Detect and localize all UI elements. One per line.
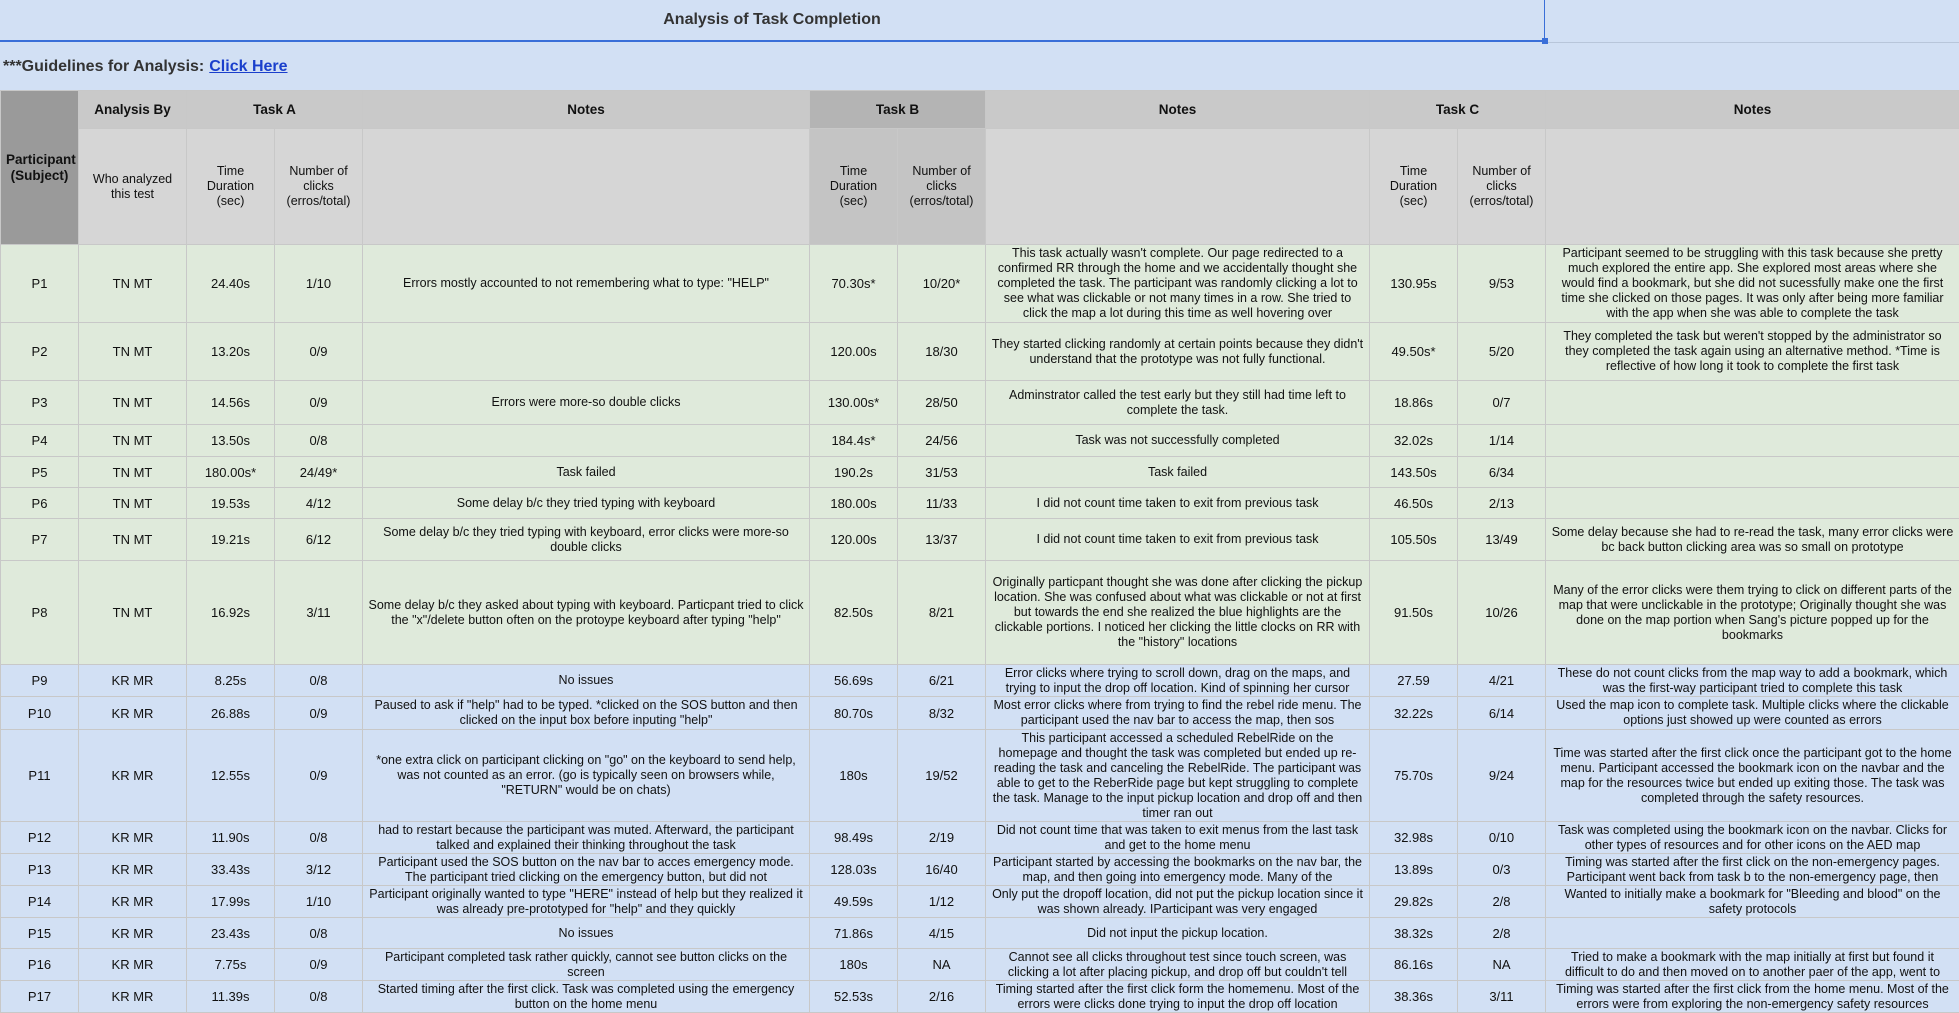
participant-cell[interactable]: P13: [1, 854, 79, 886]
note-text: They started clicking randomly at certain points because they didn't understand that the prototype was not fully functional.: [991, 337, 1364, 367]
task-b-clicks-cell[interactable]: NA: [898, 949, 986, 981]
analyst-cell[interactable]: KR MR: [79, 949, 187, 981]
note-text: Used the map icon to complete task. Multiple clicks where the clickable options just showed up were counted as errors: [1551, 698, 1954, 728]
note-text: had to restart because the participant was muted. Afterward, the participant talked and explained their thinking throughout the task: [368, 823, 804, 852]
note-text: Originally particpant thought she was done after clicking the pickup location. She was confused about what was clickable or not at first but towards the end she realized the blue highlights are the clickable portions. I noticed her clicking the little clocks on RR with the "history" locations: [991, 575, 1364, 650]
participant-cell[interactable]: P17: [1, 981, 79, 1013]
participant-cell[interactable]: P3: [1, 381, 79, 425]
notes-b-header[interactable]: Notes: [986, 91, 1370, 129]
note-text: Time was started after the first click once the participant got to the home menu. Participant accessed the bookmark icon on the navbar and the map for the resources twice but ended up exiting those. The task was completed through the safety resources.: [1551, 746, 1954, 806]
task-a-notes-cell[interactable]: [363, 323, 810, 381]
task-c-header[interactable]: Task C: [1370, 91, 1546, 129]
task-a-notes-cell[interactable]: [363, 918, 810, 949]
task-b-clicks-cell[interactable]: 1/12: [898, 886, 986, 918]
table-row: [1, 245, 1959, 323]
task-c-time-cell[interactable]: 32.22s: [1370, 697, 1458, 730]
task-a-time-cell[interactable]: 23.43s: [187, 918, 275, 949]
task-a-time-cell[interactable]: 17.99s: [187, 886, 275, 918]
note-text: No issues: [368, 673, 804, 688]
task-b-notes-cell[interactable]: [986, 854, 1370, 886]
task-a-notes-cell[interactable]: [363, 561, 810, 665]
analysis-table: [0, 90, 1959, 1013]
task-c-notes-cell[interactable]: [1546, 886, 1959, 918]
clicks-b-subheader[interactable]: Number of clicks (erros/total): [898, 129, 986, 245]
sheet-title-cell[interactable]: [0, 0, 1545, 42]
task-b-notes-cell[interactable]: [986, 918, 1370, 949]
task-a-notes-cell[interactable]: [363, 949, 810, 981]
analyst-cell[interactable]: TN MT: [79, 425, 187, 457]
table-row: [1, 981, 1959, 1013]
table-row: [1, 854, 1959, 886]
task-a-time-cell[interactable]: 11.90s: [187, 822, 275, 854]
task-b-clicks-cell[interactable]: 8/21: [898, 561, 986, 665]
participant-cell[interactable]: P11: [1, 730, 79, 822]
task-b-time-cell[interactable]: 180s: [810, 730, 898, 822]
note-text: Timing was started after the first click from the home menu. Most of the errors were from exploring the non-emergency safety resources: [1551, 982, 1954, 1011]
task-a-clicks-cell[interactable]: 0/8: [275, 425, 363, 457]
task-b-time-cell[interactable]: 70.30s*: [810, 245, 898, 323]
analyst-cell[interactable]: KR MR: [79, 822, 187, 854]
title-row: [0, 0, 1959, 43]
participant-cell[interactable]: P14: [1, 886, 79, 918]
task-c-time-cell[interactable]: 46.50s: [1370, 488, 1458, 519]
notes-a-subheader[interactable]: [363, 129, 810, 245]
task-b-time-cell[interactable]: 56.69s: [810, 665, 898, 697]
task-c-notes-cell[interactable]: [1546, 697, 1959, 730]
task-c-time-cell[interactable]: 38.32s: [1370, 918, 1458, 949]
note-text: Error clicks where trying to scroll down, drag on the maps, and trying to input the drop off location. Kind of spinning her cursor: [991, 666, 1364, 695]
task-c-notes-cell[interactable]: [1546, 981, 1959, 1013]
table-body: [1, 245, 1959, 1013]
note-text: Errors mostly accounted to not remembering what to type: "HELP": [368, 276, 804, 291]
task-c-notes-cell[interactable]: [1546, 730, 1959, 822]
analyst-cell[interactable]: KR MR: [79, 854, 187, 886]
task-c-clicks-cell[interactable]: 9/53: [1458, 245, 1546, 323]
task-c-time-cell[interactable]: 38.36s: [1370, 981, 1458, 1013]
analyst-cell[interactable]: TN MT: [79, 245, 187, 323]
task-b-time-cell[interactable]: 130.00s*: [810, 381, 898, 425]
task-c-notes-cell[interactable]: [1546, 457, 1959, 488]
task-c-notes-cell[interactable]: [1546, 519, 1959, 561]
task-b-notes-cell[interactable]: [986, 457, 1370, 488]
table-row: [1, 886, 1959, 918]
note-text: Wanted to initially make a bookmark for "Bleeding and blood" on the safety protocols: [1551, 887, 1954, 916]
task-a-clicks-cell[interactable]: 3/12: [275, 854, 363, 886]
task-a-time-cell[interactable]: 180.00s*: [187, 457, 275, 488]
task-c-time-cell[interactable]: 32.98s: [1370, 822, 1458, 854]
task-b-notes-cell[interactable]: [986, 323, 1370, 381]
task-a-header[interactable]: Task A: [187, 91, 363, 129]
task-b-time-cell[interactable]: 190.2s: [810, 457, 898, 488]
task-a-clicks-cell[interactable]: 1/10: [275, 886, 363, 918]
note-text: Timing started after the first click form the homemenu. Most of the errors were clicks done trying to input the drop off location: [991, 982, 1364, 1011]
task-c-time-cell[interactable]: 32.02s: [1370, 425, 1458, 457]
task-b-header[interactable]: Task B: [810, 91, 986, 129]
task-c-clicks-cell[interactable]: 6/14: [1458, 697, 1546, 730]
analysis-by-header[interactable]: Analysis By: [79, 91, 187, 129]
analyst-cell[interactable]: TN MT: [79, 519, 187, 561]
task-b-notes-cell[interactable]: [986, 381, 1370, 425]
task-a-time-cell[interactable]: 12.55s: [187, 730, 275, 822]
task-a-time-cell[interactable]: 33.43s: [187, 854, 275, 886]
clicks-c-subheader[interactable]: Number of clicks (erros/total): [1458, 129, 1546, 245]
task-c-time-cell[interactable]: 27.59: [1370, 665, 1458, 697]
task-c-clicks-cell[interactable]: 10/26: [1458, 561, 1546, 665]
task-b-time-cell[interactable]: 120.00s: [810, 323, 898, 381]
task-a-time-cell[interactable]: 11.39s: [187, 981, 275, 1013]
task-b-time-cell[interactable]: 184.4s*: [810, 425, 898, 457]
participant-cell[interactable]: P4: [1, 425, 79, 457]
participant-cell[interactable]: P15: [1, 918, 79, 949]
task-b-notes-cell[interactable]: [986, 519, 1370, 561]
task-c-notes-cell[interactable]: [1546, 561, 1959, 665]
task-b-time-cell[interactable]: 120.00s: [810, 519, 898, 561]
note-text: Timing was started after the first click on the non-emergency pages. Participant went back from task b to the non-emergency page, then: [1551, 855, 1954, 884]
note-text: Many of the error clicks were them trying to click on different parts of the map that were unclickable in the prototype; Originally thought she was done on the map portion when Sang's picture popped up for the bookmarks: [1551, 583, 1954, 643]
note-text: Participant completed task rather quickly, cannot see button clicks on the screen: [368, 950, 804, 979]
note-text: Some delay b/c they tried typing with keyboard: [368, 496, 804, 511]
participant-header[interactable]: Participant (Subject): [1, 91, 79, 245]
note-text: This task actually wasn't complete. Our page redirected to a confirmed RR through the home and we accidentally thought she completed the task. The participant was randomly clicking a lot to see what was clickable or not many times in a row. She tried to click the map a lot during this time as well hovering over: [991, 246, 1364, 321]
note-text: Participant originally wanted to type "HERE" instead of help but they realized it was already pre-prototyped for "help" and they quickly: [368, 887, 804, 916]
note-text: Participant started by accessing the bookmarks on the nav bar, the map, and then going into emergency mode. Many of the: [991, 855, 1364, 884]
task-c-clicks-cell[interactable]: 2/13: [1458, 488, 1546, 519]
task-a-time-cell[interactable]: 13.20s: [187, 323, 275, 381]
task-c-time-cell[interactable]: 130.95s: [1370, 245, 1458, 323]
analyst-cell[interactable]: KR MR: [79, 886, 187, 918]
note-text: Only put the dropoff location, did not put the pickup location since it was shown already. IParticipant was very engaged: [991, 887, 1364, 916]
task-b-notes-cell[interactable]: [986, 949, 1370, 981]
participant-cell[interactable]: P9: [1, 665, 79, 697]
participant-cell[interactable]: P2: [1, 323, 79, 381]
sheet-title: Analysis of Task Completion: [663, 11, 881, 29]
task-a-notes-cell[interactable]: [363, 519, 810, 561]
task-a-clicks-cell[interactable]: 0/9: [275, 323, 363, 381]
note-text: They completed the task but weren't stopped by the administrator so they completed the task again using an alternative method. *Time is reflective of how long it took to complete the first task: [1551, 329, 1954, 374]
note-text: *one extra click on participant clicking on "go" on the keyboard to send help, was not counted as an error. (go is typically seen on browsers while, "RETURN" would be on chats): [368, 753, 804, 798]
task-a-notes-cell[interactable]: [363, 730, 810, 822]
analyst-cell[interactable]: KR MR: [79, 697, 187, 730]
task-b-clicks-cell[interactable]: 16/40: [898, 854, 986, 886]
task-a-notes-cell[interactable]: [363, 665, 810, 697]
table-row: [1, 457, 1959, 488]
task-a-notes-cell[interactable]: [363, 886, 810, 918]
task-a-clicks-cell[interactable]: 0/9: [275, 730, 363, 822]
note-text: Adminstrator called the test early but they still had time left to complete the task.: [991, 388, 1364, 418]
task-a-clicks-cell[interactable]: 0/8: [275, 981, 363, 1013]
task-a-clicks-cell[interactable]: 0/8: [275, 665, 363, 697]
task-b-notes-cell[interactable]: [986, 561, 1370, 665]
task-b-notes-cell[interactable]: [986, 730, 1370, 822]
task-a-clicks-cell[interactable]: 24/49*: [275, 457, 363, 488]
task-a-time-cell[interactable]: 8.25s: [187, 665, 275, 697]
note-text: I did not count time taken to exit from previous task: [991, 496, 1364, 511]
task-a-notes-cell[interactable]: [363, 425, 810, 457]
task-b-notes-cell[interactable]: [986, 665, 1370, 697]
participant-cell[interactable]: P8: [1, 561, 79, 665]
notes-b-subheader[interactable]: [986, 129, 1370, 245]
note-text: Some delay b/c they asked about typing with keyboard. Particpant tried to click the "x"/delete button often on the protoype keyboard after typing "help": [368, 598, 804, 628]
note-text: Some delay b/c they tried typing with keyboard, error clicks were more-so double clicks: [368, 525, 804, 555]
note-text: Participant used the SOS button on the nav bar to acces emergency mode. The participant tried clicking on the emergency button, but did not: [368, 855, 804, 884]
task-a-time-cell[interactable]: 19.53s: [187, 488, 275, 519]
task-a-clicks-cell[interactable]: 6/12: [275, 519, 363, 561]
task-a-notes-cell[interactable]: [363, 854, 810, 886]
analyst-cell[interactable]: TN MT: [79, 561, 187, 665]
task-a-clicks-cell[interactable]: 0/8: [275, 918, 363, 949]
task-a-clicks-cell[interactable]: 1/10: [275, 245, 363, 323]
task-b-clicks-cell[interactable]: 10/20*: [898, 245, 986, 323]
table-row: [1, 519, 1959, 561]
task-c-clicks-cell[interactable]: NA: [1458, 949, 1546, 981]
task-c-notes-cell[interactable]: [1546, 245, 1959, 323]
task-b-notes-cell[interactable]: [986, 697, 1370, 730]
analyst-cell[interactable]: TN MT: [79, 323, 187, 381]
task-c-notes-cell[interactable]: [1546, 381, 1959, 425]
task-a-time-cell[interactable]: 24.40s: [187, 245, 275, 323]
task-c-clicks-cell[interactable]: 3/11: [1458, 981, 1546, 1013]
task-a-notes-cell[interactable]: [363, 981, 810, 1013]
note-text: No issues: [368, 926, 804, 941]
task-a-clicks-cell[interactable]: 0/9: [275, 697, 363, 730]
task-b-notes-cell[interactable]: [986, 822, 1370, 854]
time-c-subheader[interactable]: Time Duration (sec): [1370, 129, 1458, 245]
table-row: [1, 381, 1959, 425]
who-analyzed-subheader[interactable]: Who analyzed this test: [79, 129, 187, 245]
notes-c-subheader[interactable]: [1546, 129, 1959, 245]
participant-cell[interactable]: P12: [1, 822, 79, 854]
task-c-clicks-cell[interactable]: 13/49: [1458, 519, 1546, 561]
task-b-clicks-cell[interactable]: 2/16: [898, 981, 986, 1013]
task-c-notes-cell[interactable]: [1546, 918, 1959, 949]
task-b-time-cell[interactable]: 98.49s: [810, 822, 898, 854]
task-a-notes-cell[interactable]: [363, 488, 810, 519]
task-c-time-cell[interactable]: 91.50s: [1370, 561, 1458, 665]
analyst-cell[interactable]: KR MR: [79, 730, 187, 822]
task-b-time-cell[interactable]: 128.03s: [810, 854, 898, 886]
note-text: Task failed: [368, 465, 804, 480]
task-c-clicks-cell[interactable]: 1/14: [1458, 425, 1546, 457]
task-a-time-cell[interactable]: 13.50s: [187, 425, 275, 457]
task-b-time-cell[interactable]: 52.53s: [810, 981, 898, 1013]
note-text: Some delay because she had to re-read the task, many error clicks were bc back button clicking area was so small on prototype: [1551, 525, 1954, 555]
notes-c-header[interactable]: Notes: [1546, 91, 1959, 129]
analyst-cell[interactable]: KR MR: [79, 918, 187, 949]
note-text: Errors were more-so double clicks: [368, 395, 804, 410]
task-c-notes-cell[interactable]: [1546, 949, 1959, 981]
note-text: Tried to make a bookmark with the map initially at first but found it difficult to do and then moved on to another paer of the app, went to: [1551, 950, 1954, 979]
task-b-clicks-cell[interactable]: 8/32: [898, 697, 986, 730]
task-c-time-cell[interactable]: 49.50s*: [1370, 323, 1458, 381]
analyst-cell[interactable]: TN MT: [79, 457, 187, 488]
note-text: Task was completed using the bookmark icon on the navbar. Clicks for other types of resources and for other icons on the AED map: [1551, 823, 1954, 852]
task-c-clicks-cell[interactable]: 0/3: [1458, 854, 1546, 886]
task-b-notes-cell[interactable]: [986, 488, 1370, 519]
task-b-clicks-cell[interactable]: 6/21: [898, 665, 986, 697]
task-c-time-cell[interactable]: 13.89s: [1370, 854, 1458, 886]
task-b-time-cell[interactable]: 49.59s: [810, 886, 898, 918]
task-b-clicks-cell[interactable]: 11/33: [898, 488, 986, 519]
note-text: Paused to ask if "help" had to be typed. *clicked on the SOS button and then clicked on the input box before inputing "help": [368, 698, 804, 728]
guidelines-link[interactable]: Click Here: [209, 58, 287, 76]
note-text: I did not count time taken to exit from previous task: [991, 532, 1364, 547]
task-b-clicks-cell[interactable]: 19/52: [898, 730, 986, 822]
analyst-cell[interactable]: KR MR: [79, 981, 187, 1013]
task-b-clicks-cell[interactable]: 24/56: [898, 425, 986, 457]
empty-cell[interactable]: [1545, 0, 1959, 43]
task-b-time-cell[interactable]: 80.70s: [810, 697, 898, 730]
table-row: [1, 697, 1959, 730]
note-text: Started timing after the first click. Task was completed using the emergency button on the home menu: [368, 982, 804, 1011]
task-c-notes-cell[interactable]: [1546, 822, 1959, 854]
guidelines-label: ***Guidelines for Analysis:: [3, 58, 204, 76]
task-c-time-cell[interactable]: 143.50s: [1370, 457, 1458, 488]
task-a-notes-cell[interactable]: [363, 822, 810, 854]
task-b-notes-cell[interactable]: [986, 425, 1370, 457]
task-a-clicks-cell[interactable]: 4/12: [275, 488, 363, 519]
task-b-time-cell[interactable]: 71.86s: [810, 918, 898, 949]
table-row: [1, 323, 1959, 381]
task-b-clicks-cell[interactable]: 13/37: [898, 519, 986, 561]
task-a-time-cell[interactable]: 19.21s: [187, 519, 275, 561]
note-text: Task was not successfully completed: [991, 433, 1364, 448]
task-b-time-cell[interactable]: 180.00s: [810, 488, 898, 519]
task-a-time-cell[interactable]: 14.56s: [187, 381, 275, 425]
participant-cell[interactable]: P6: [1, 488, 79, 519]
task-a-clicks-cell[interactable]: 0/9: [275, 381, 363, 425]
task-b-clicks-cell[interactable]: 2/19: [898, 822, 986, 854]
clicks-a-subheader[interactable]: Number of clicks (erros/total): [275, 129, 363, 245]
task-a-clicks-cell[interactable]: 0/9: [275, 949, 363, 981]
analyst-cell[interactable]: TN MT: [79, 488, 187, 519]
task-c-time-cell[interactable]: 18.86s: [1370, 381, 1458, 425]
task-c-clicks-cell[interactable]: 0/10: [1458, 822, 1546, 854]
participant-cell[interactable]: P5: [1, 457, 79, 488]
task-c-clicks-cell[interactable]: 2/8: [1458, 886, 1546, 918]
task-c-clicks-cell[interactable]: 0/7: [1458, 381, 1546, 425]
task-c-time-cell[interactable]: 75.70s: [1370, 730, 1458, 822]
note-text: These do not count clicks from the map way to add a bookmark, which was the first-way participant tried to complete this task: [1551, 666, 1954, 695]
task-c-clicks-cell[interactable]: 5/20: [1458, 323, 1546, 381]
table-row: [1, 918, 1959, 949]
task-c-notes-cell[interactable]: [1546, 488, 1959, 519]
task-b-notes-cell[interactable]: [986, 981, 1370, 1013]
time-b-subheader[interactable]: Time Duration (sec): [810, 129, 898, 245]
task-a-time-cell[interactable]: 26.88s: [187, 697, 275, 730]
time-a-subheader[interactable]: Time Duration (sec): [187, 129, 275, 245]
task-b-clicks-cell[interactable]: 4/15: [898, 918, 986, 949]
table-row: [1, 425, 1959, 457]
note-text: This participant accessed a scheduled RebelRide on the homepage and thought the task was completed but ended up re-reading the task and canceling the RebelRide. The participant was able to get to the ReberRide page but kept struggling to complete the task. Manage to the input pickup location and drop off and then timer ran out: [991, 731, 1364, 820]
participant-cell[interactable]: P16: [1, 949, 79, 981]
note-text: Most error clicks where from trying to find the rebel ride menu. The participant used the nav bar to access the map, then sos: [991, 698, 1364, 728]
table-row: [1, 488, 1959, 519]
table-row: [1, 665, 1959, 697]
table-row: [1, 949, 1959, 981]
task-a-clicks-cell[interactable]: 3/11: [275, 561, 363, 665]
task-c-time-cell[interactable]: 86.16s: [1370, 949, 1458, 981]
note-text: Task failed: [991, 465, 1364, 480]
note-text: Did not input the pickup location.: [991, 926, 1364, 941]
task-c-clicks-cell[interactable]: 6/34: [1458, 457, 1546, 488]
task-c-notes-cell[interactable]: [1546, 425, 1959, 457]
task-b-notes-cell[interactable]: [986, 886, 1370, 918]
task-a-notes-cell[interactable]: [363, 457, 810, 488]
analyst-cell[interactable]: KR MR: [79, 665, 187, 697]
task-a-notes-cell[interactable]: [363, 697, 810, 730]
task-c-notes-cell[interactable]: [1546, 323, 1959, 381]
task-a-time-cell[interactable]: 16.92s: [187, 561, 275, 665]
task-b-notes-cell[interactable]: [986, 245, 1370, 323]
analyst-cell[interactable]: TN MT: [79, 381, 187, 425]
task-a-notes-cell[interactable]: [363, 245, 810, 323]
participant-cell[interactable]: P1: [1, 245, 79, 323]
task-a-time-cell[interactable]: 7.75s: [187, 949, 275, 981]
task-b-clicks-cell[interactable]: 18/30: [898, 323, 986, 381]
task-c-clicks-cell[interactable]: 9/24: [1458, 730, 1546, 822]
notes-a-header[interactable]: Notes: [363, 91, 810, 129]
note-text: Did not count time that was taken to exit menus from the last task and get to the home menu: [991, 823, 1364, 852]
table-row: [1, 822, 1959, 854]
task-c-notes-cell[interactable]: [1546, 854, 1959, 886]
task-b-time-cell[interactable]: 180s: [810, 949, 898, 981]
participant-cell[interactable]: P10: [1, 697, 79, 730]
participant-cell[interactable]: P7: [1, 519, 79, 561]
table-row: [1, 730, 1959, 822]
table-row: [1, 561, 1959, 665]
task-b-clicks-cell[interactable]: 31/53: [898, 457, 986, 488]
note-text: Participant seemed to be struggling with this task because she pretty much explored the entire app. She explored most areas where she would find a bookmark, but she did not sucessfully make one the first time she clicked on those pages. It was only after being more familiar with the app when she was able to complete the task: [1551, 246, 1954, 321]
task-b-time-cell[interactable]: 82.50s: [810, 561, 898, 665]
guidelines-row: [0, 43, 1959, 90]
task-c-time-cell[interactable]: 29.82s: [1370, 886, 1458, 918]
task-a-clicks-cell[interactable]: 0/8: [275, 822, 363, 854]
task-c-clicks-cell[interactable]: 2/8: [1458, 918, 1546, 949]
task-c-clicks-cell[interactable]: 4/21: [1458, 665, 1546, 697]
note-text: Cannot see all clicks throughout test since touch screen, was clicking a lot after placing pickup, and drop off but couldn't tell: [991, 950, 1364, 979]
task-c-notes-cell[interactable]: [1546, 665, 1959, 697]
task-c-time-cell[interactable]: 105.50s: [1370, 519, 1458, 561]
task-a-notes-cell[interactable]: [363, 381, 810, 425]
task-b-clicks-cell[interactable]: 28/50: [898, 381, 986, 425]
